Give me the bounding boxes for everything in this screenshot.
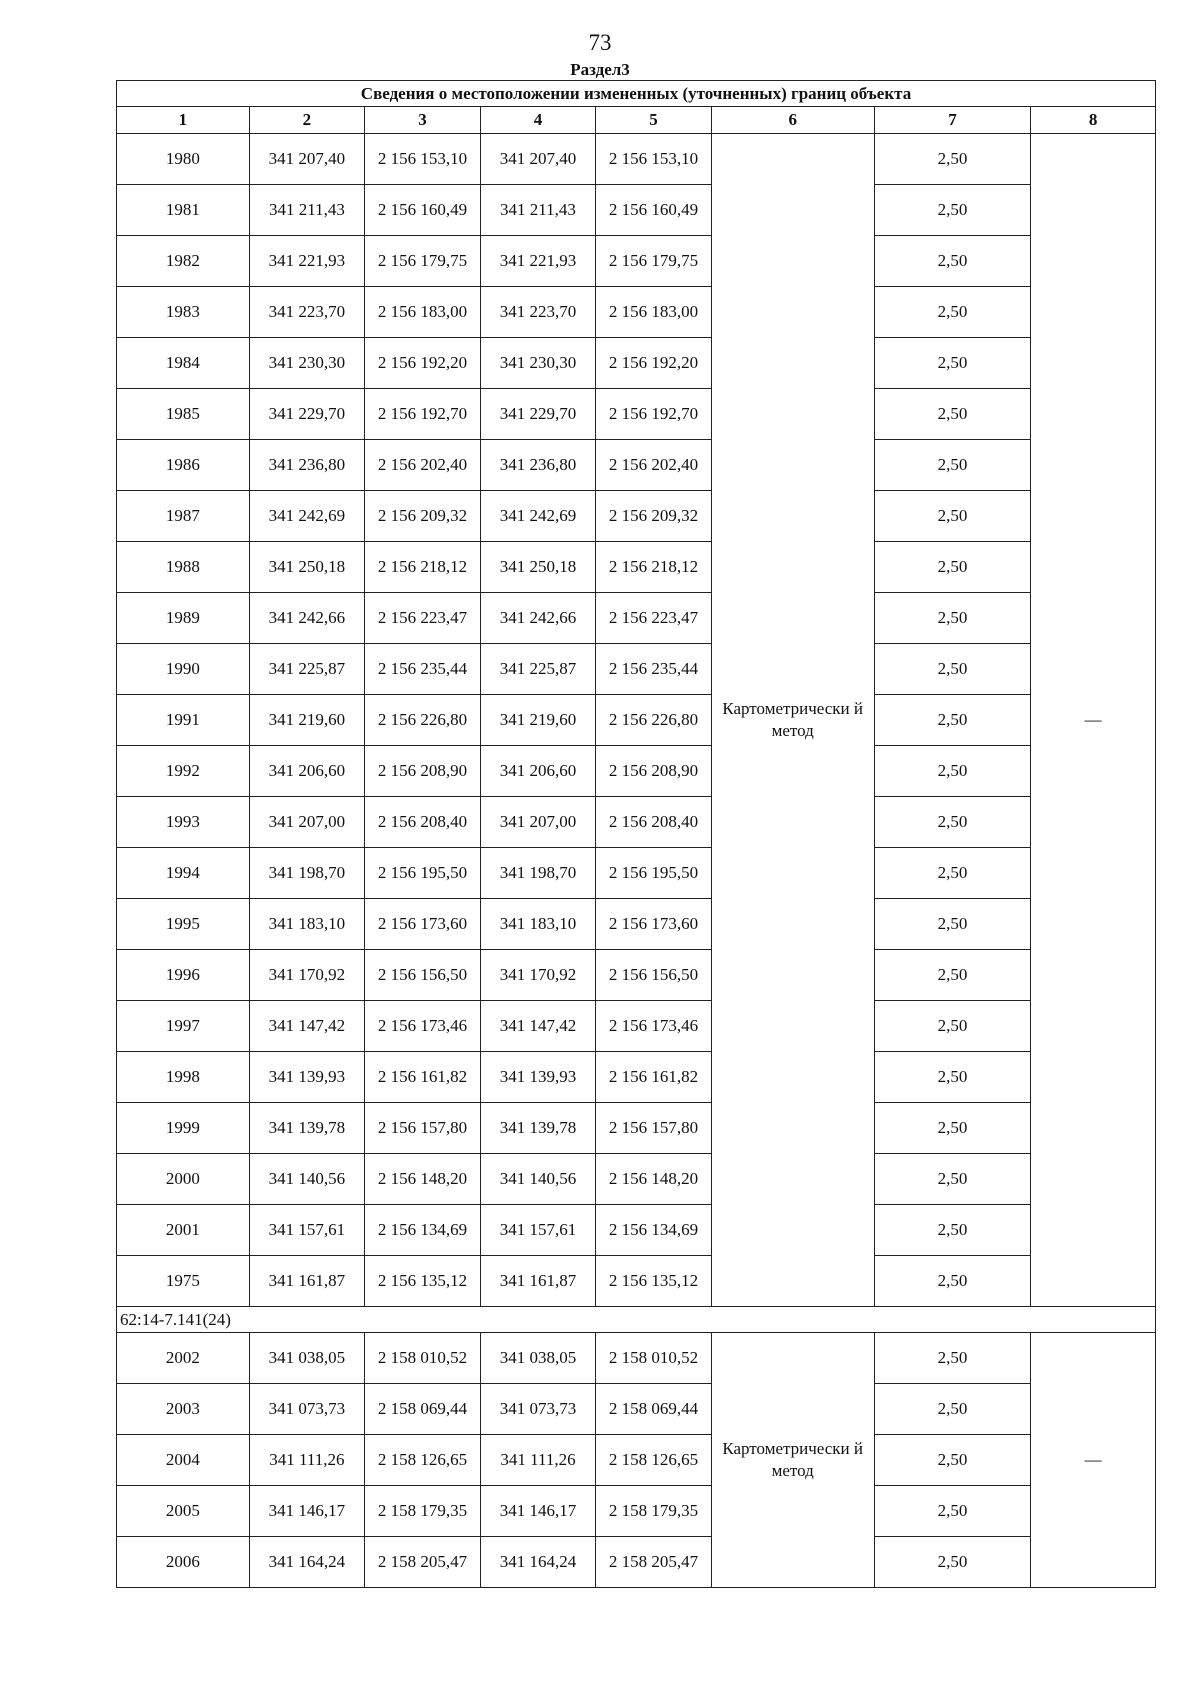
table-row [117,899,1156,950]
x-coordinate-new-cell: 341 223,70 [480,287,596,338]
accuracy-cell: 2,50 [874,1256,1031,1307]
table-row [117,440,1156,491]
column-header-1: 1 [117,107,250,134]
table-row [117,185,1156,236]
column-header-4: 4 [480,107,596,134]
y-coordinate-new-cell: 2 156 153,10 [596,134,712,185]
y-coordinate-new-cell: 2 156 173,60 [596,899,712,950]
point-number-cell: 1982 [117,236,250,287]
y-coordinate-new-cell: 2 156 134,69 [596,1205,712,1256]
x-coordinate-new-cell: 341 211,43 [480,185,596,236]
y-coordinate-cell: 2 158 179,35 [365,1486,481,1537]
accuracy-cell: 2,50 [874,440,1031,491]
point-number-cell: 1985 [117,389,250,440]
x-coordinate-cell: 341 146,17 [249,1486,365,1537]
x-coordinate-cell: 341 111,26 [249,1435,365,1486]
y-coordinate-new-cell: 2 156 161,82 [596,1052,712,1103]
y-coordinate-new-cell: 2 156 135,12 [596,1256,712,1307]
y-coordinate-new-cell: 2 156 156,50 [596,950,712,1001]
y-coordinate-cell: 2 156 156,50 [365,950,481,1001]
table-row [117,1103,1156,1154]
x-coordinate-cell: 341 164,24 [249,1537,365,1588]
point-number-cell: 1989 [117,593,250,644]
y-coordinate-new-cell: 2 156 179,75 [596,236,712,287]
y-coordinate-new-cell: 2 156 183,00 [596,287,712,338]
y-coordinate-cell: 2 156 192,20 [365,338,481,389]
y-coordinate-cell: 2 156 153,10 [365,134,481,185]
x-coordinate-new-cell: 341 170,92 [480,950,596,1001]
point-number-cell: 1984 [117,338,250,389]
accuracy-cell: 2,50 [874,644,1031,695]
table-row [117,491,1156,542]
accuracy-cell: 2,50 [874,1486,1031,1537]
point-number-cell: 1987 [117,491,250,542]
y-coordinate-cell: 2 156 134,69 [365,1205,481,1256]
point-number-cell: 2003 [117,1384,250,1435]
accuracy-cell: 2,50 [874,542,1031,593]
table-row [117,1205,1156,1256]
point-number-cell: 2001 [117,1205,250,1256]
x-coordinate-new-cell: 341 139,78 [480,1103,596,1154]
accuracy-cell: 2,50 [874,1205,1031,1256]
y-coordinate-cell: 2 156 160,49 [365,185,481,236]
x-coordinate-new-cell: 341 164,24 [480,1537,596,1588]
table-row [117,1154,1156,1205]
column-header-5: 5 [596,107,712,134]
col8-cell: — [1031,1333,1156,1588]
table-row [117,695,1156,746]
table-row [117,1384,1156,1435]
accuracy-cell: 2,50 [874,134,1031,185]
y-coordinate-new-cell: 2 156 223,47 [596,593,712,644]
point-number-cell: 1992 [117,746,250,797]
table-row [117,746,1156,797]
point-number-cell: 1990 [117,644,250,695]
y-coordinate-new-cell: 2 156 208,40 [596,797,712,848]
x-coordinate-new-cell: 341 198,70 [480,848,596,899]
x-coordinate-new-cell: 341 146,17 [480,1486,596,1537]
y-coordinate-cell: 2 158 069,44 [365,1384,481,1435]
x-coordinate-cell: 341 161,87 [249,1256,365,1307]
x-coordinate-cell: 341 147,42 [249,1001,365,1052]
point-number-cell: 1981 [117,185,250,236]
y-coordinate-cell: 2 156 195,50 [365,848,481,899]
y-coordinate-new-cell: 2 158 010,52 [596,1333,712,1384]
y-coordinate-cell: 2 156 173,60 [365,899,481,950]
x-coordinate-new-cell: 341 206,60 [480,746,596,797]
x-coordinate-cell: 341 229,70 [249,389,365,440]
point-number-cell: 1983 [117,287,250,338]
table-row [117,134,1156,185]
x-coordinate-new-cell: 341 225,87 [480,644,596,695]
accuracy-cell: 2,50 [874,1384,1031,1435]
y-coordinate-new-cell: 2 156 218,12 [596,542,712,593]
x-coordinate-new-cell: 341 250,18 [480,542,596,593]
y-coordinate-cell: 2 156 208,40 [365,797,481,848]
y-coordinate-new-cell: 2 156 209,32 [596,491,712,542]
x-coordinate-new-cell: 341 230,30 [480,338,596,389]
x-coordinate-new-cell: 341 207,40 [480,134,596,185]
accuracy-cell: 2,50 [874,491,1031,542]
y-coordinate-cell: 2 156 183,00 [365,287,481,338]
x-coordinate-cell: 341 206,60 [249,746,365,797]
accuracy-cell: 2,50 [874,185,1031,236]
method-cell: Картометрически й метод [711,134,874,1307]
table-row [117,593,1156,644]
accuracy-cell: 2,50 [874,389,1031,440]
method-cell: Картометрически й метод [711,1333,874,1588]
table-row [117,338,1156,389]
x-coordinate-cell: 341 140,56 [249,1154,365,1205]
y-coordinate-cell: 2 156 179,75 [365,236,481,287]
y-coordinate-new-cell: 2 156 148,20 [596,1154,712,1205]
point-number-cell: 1996 [117,950,250,1001]
y-coordinate-new-cell: 2 156 192,20 [596,338,712,389]
x-coordinate-new-cell: 341 111,26 [480,1435,596,1486]
y-coordinate-cell: 2 156 209,32 [365,491,481,542]
y-coordinate-cell: 2 156 218,12 [365,542,481,593]
y-coordinate-cell: 2 156 173,46 [365,1001,481,1052]
point-number-cell: 1975 [117,1256,250,1307]
y-coordinate-cell: 2 156 161,82 [365,1052,481,1103]
point-number-cell: 1988 [117,542,250,593]
y-coordinate-cell: 2 156 208,90 [365,746,481,797]
table-row [117,1486,1156,1537]
col8-cell: — [1031,134,1156,1307]
y-coordinate-new-cell: 2 158 179,35 [596,1486,712,1537]
y-coordinate-new-cell: 2 156 226,80 [596,695,712,746]
accuracy-cell: 2,50 [874,1537,1031,1588]
table-caption: Сведения о местоположении измененных (уточненных) границ объекта [117,81,1156,107]
y-coordinate-cell: 2 156 235,44 [365,644,481,695]
x-coordinate-cell: 341 242,66 [249,593,365,644]
x-coordinate-cell: 341 236,80 [249,440,365,491]
x-coordinate-new-cell: 341 221,93 [480,236,596,287]
table-row [117,1001,1156,1052]
accuracy-cell: 2,50 [874,746,1031,797]
page-number: 73 [588,30,612,55]
accuracy-cell: 2,50 [874,1103,1031,1154]
point-number-cell: 2004 [117,1435,250,1486]
x-coordinate-cell: 341 207,00 [249,797,365,848]
accuracy-cell: 2,50 [874,236,1031,287]
point-number-cell: 1993 [117,797,250,848]
table-row [117,848,1156,899]
y-coordinate-cell: 2 156 226,80 [365,695,481,746]
y-coordinate-new-cell: 2 156 195,50 [596,848,712,899]
table-row [117,542,1156,593]
x-coordinate-new-cell: 341 229,70 [480,389,596,440]
y-coordinate-new-cell: 2 158 069,44 [596,1384,712,1435]
point-number-cell: 1995 [117,899,250,950]
y-coordinate-new-cell: 2 156 160,49 [596,185,712,236]
accuracy-cell: 2,50 [874,950,1031,1001]
x-coordinate-cell: 341 207,40 [249,134,365,185]
accuracy-cell: 2,50 [874,1001,1031,1052]
point-number-cell: 1980 [117,134,250,185]
y-coordinate-new-cell: 2 158 205,47 [596,1537,712,1588]
y-coordinate-cell: 2 156 157,80 [365,1103,481,1154]
y-coordinate-cell: 2 158 010,52 [365,1333,481,1384]
column-header-row [117,107,1156,134]
x-coordinate-new-cell: 341 183,10 [480,899,596,950]
accuracy-cell: 2,50 [874,899,1031,950]
x-coordinate-new-cell: 341 038,05 [480,1333,596,1384]
table-row [117,1537,1156,1588]
x-coordinate-cell: 341 198,70 [249,848,365,899]
y-coordinate-new-cell: 2 156 202,40 [596,440,712,491]
table-row [117,1052,1156,1103]
x-coordinate-cell: 341 225,87 [249,644,365,695]
group-label-row [117,1307,1156,1333]
y-coordinate-cell: 2 158 205,47 [365,1537,481,1588]
x-coordinate-cell: 341 139,93 [249,1052,365,1103]
point-number-cell: 1999 [117,1103,250,1154]
table-row [117,644,1156,695]
column-header-3: 3 [365,107,481,134]
x-coordinate-new-cell: 341 073,73 [480,1384,596,1435]
x-coordinate-cell: 341 170,92 [249,950,365,1001]
y-coordinate-new-cell: 2 158 126,65 [596,1435,712,1486]
x-coordinate-cell: 341 250,18 [249,542,365,593]
point-number-cell: 1997 [117,1001,250,1052]
accuracy-cell: 2,50 [874,1154,1031,1205]
group-label: 62:14-7.141(24) [117,1307,1156,1333]
table-row [117,1256,1156,1307]
column-header-6: 6 [711,107,874,134]
table-body [117,134,1156,1588]
x-coordinate-new-cell: 341 219,60 [480,695,596,746]
x-coordinate-cell: 341 223,70 [249,287,365,338]
y-coordinate-cell: 2 156 135,12 [365,1256,481,1307]
x-coordinate-new-cell: 341 207,00 [480,797,596,848]
y-coordinate-new-cell: 2 156 235,44 [596,644,712,695]
point-number-cell: 1986 [117,440,250,491]
point-number-cell: 2005 [117,1486,250,1537]
x-coordinate-new-cell: 341 161,87 [480,1256,596,1307]
table-row [117,797,1156,848]
x-coordinate-cell: 341 242,69 [249,491,365,542]
column-header-7: 7 [874,107,1031,134]
x-coordinate-cell: 341 038,05 [249,1333,365,1384]
accuracy-cell: 2,50 [874,287,1031,338]
x-coordinate-cell: 341 183,10 [249,899,365,950]
accuracy-cell: 2,50 [874,1435,1031,1486]
point-number-cell: 1994 [117,848,250,899]
accuracy-cell: 2,50 [874,1333,1031,1384]
point-number-cell: 2000 [117,1154,250,1205]
y-coordinate-cell: 2 156 192,70 [365,389,481,440]
section-title: Раздел3 [570,60,630,79]
point-number-cell: 1998 [117,1052,250,1103]
y-coordinate-new-cell: 2 156 208,90 [596,746,712,797]
y-coordinate-new-cell: 2 156 157,80 [596,1103,712,1154]
x-coordinate-new-cell: 341 236,80 [480,440,596,491]
column-header-8: 8 [1031,107,1156,134]
y-coordinate-new-cell: 2 156 173,46 [596,1001,712,1052]
accuracy-cell: 2,50 [874,797,1031,848]
x-coordinate-new-cell: 341 147,42 [480,1001,596,1052]
x-coordinate-cell: 341 221,93 [249,236,365,287]
y-coordinate-cell: 2 156 223,47 [365,593,481,644]
accuracy-cell: 2,50 [874,593,1031,644]
table-row [117,236,1156,287]
y-coordinate-cell: 2 156 202,40 [365,440,481,491]
x-coordinate-new-cell: 341 242,69 [480,491,596,542]
point-number-cell: 2002 [117,1333,250,1384]
column-header-2: 2 [249,107,365,134]
x-coordinate-cell: 341 211,43 [249,185,365,236]
table-row [117,389,1156,440]
accuracy-cell: 2,50 [874,338,1031,389]
accuracy-cell: 2,50 [874,695,1031,746]
table-row [117,1435,1156,1486]
table-row [117,1333,1156,1384]
x-coordinate-new-cell: 341 157,61 [480,1205,596,1256]
y-coordinate-cell: 2 158 126,65 [365,1435,481,1486]
point-number-cell: 2006 [117,1537,250,1588]
x-coordinate-new-cell: 341 139,93 [480,1052,596,1103]
accuracy-cell: 2,50 [874,1052,1031,1103]
x-coordinate-new-cell: 341 140,56 [480,1154,596,1205]
y-coordinate-new-cell: 2 156 192,70 [596,389,712,440]
accuracy-cell: 2,50 [874,848,1031,899]
point-number-cell: 1991 [117,695,250,746]
boundary-coordinates-table [116,80,1156,1588]
x-coordinate-cell: 341 157,61 [249,1205,365,1256]
x-coordinate-cell: 341 073,73 [249,1384,365,1435]
x-coordinate-cell: 341 219,60 [249,695,365,746]
y-coordinate-cell: 2 156 148,20 [365,1154,481,1205]
x-coordinate-new-cell: 341 242,66 [480,593,596,644]
table-row [117,950,1156,1001]
x-coordinate-cell: 341 230,30 [249,338,365,389]
table-row [117,287,1156,338]
x-coordinate-cell: 341 139,78 [249,1103,365,1154]
